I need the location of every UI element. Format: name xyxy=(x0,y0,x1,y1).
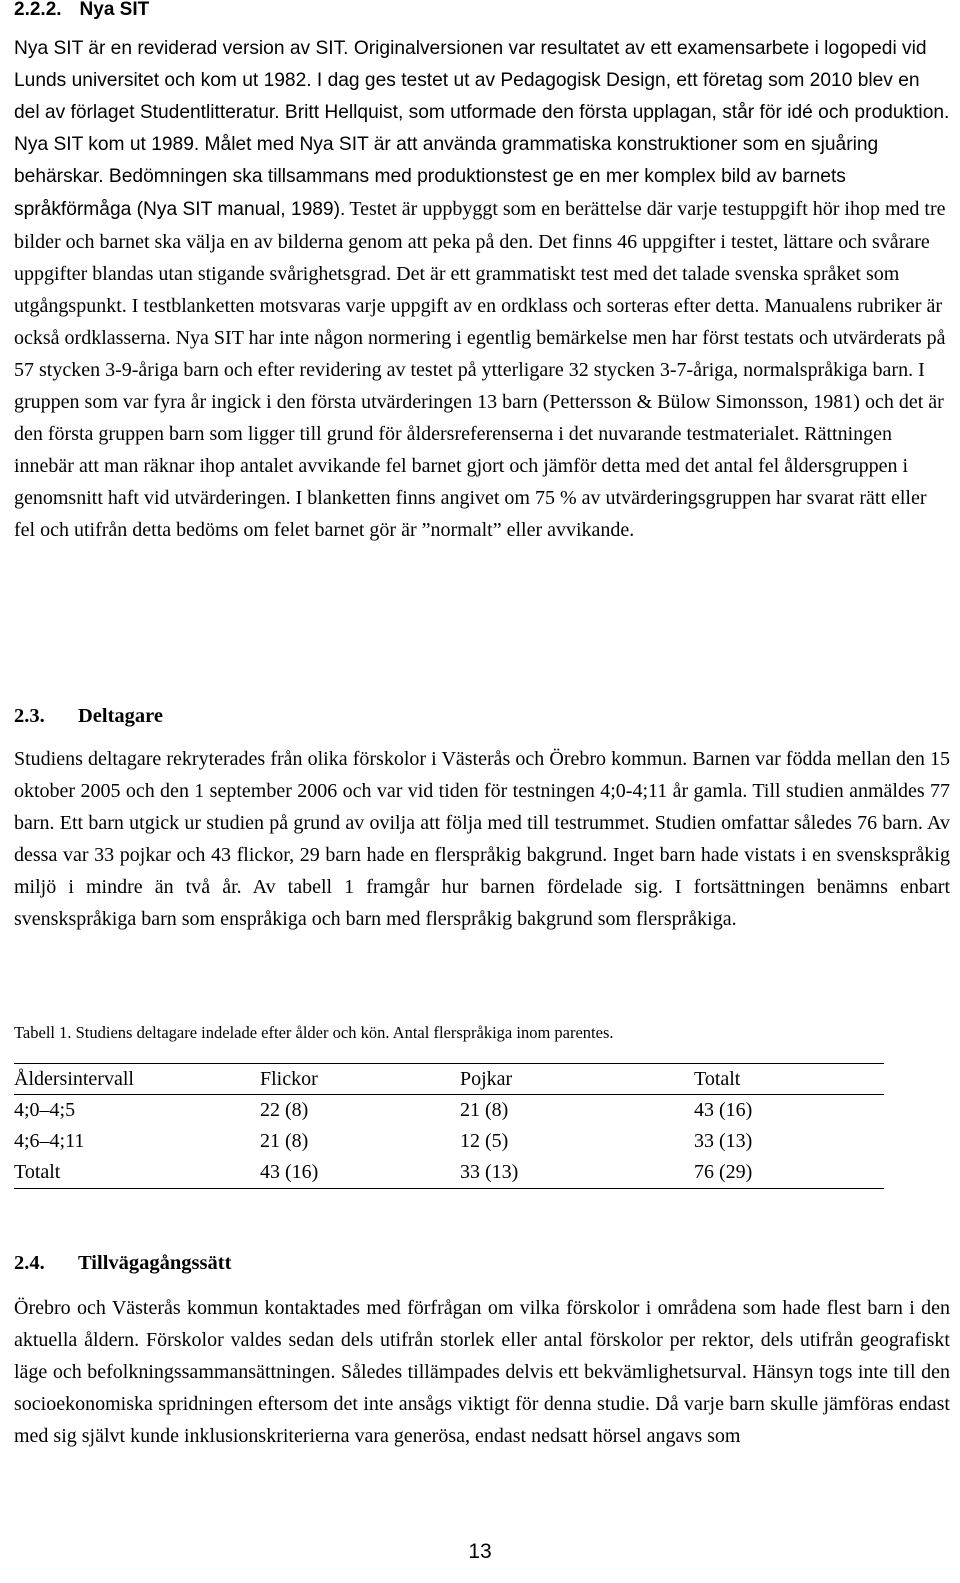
paragraph-nya-sit-description: Testet är uppbyggt som en berättelse där varje testuppgift hör ihop med tre bilder och barnet ska välja en av bilderna genom att peka på den. Det finns 46 uppgifter i testet, lättare och svårare uppgifter blandas utan stigande svårighetsgrad. Det är ett grammatiskt test med det talade svenska språket som utgångspunkt. I testblanketten motsvaras varje uppgift av en ordklass och sorteras efter detta. Manualens rubriker är också ordklasserna. Nya SIT har inte någon normering i egentlig bemärkelse men har först testats och utvärderats på 57 stycken 3-9-åriga barn och efter revidering av testet på ytterligare 32 stycken 3-7-åriga, normalspråkiga barn. I gruppen som var fyra år ingick i den första utvärderingen 13 barn (Pettersson & Bülow Simonsson, 1981) och det är den första gruppen barn som ligger till grund för åldersreferenserna i det nuvarande testmaterialet. Rättningen innebär att man räknar ihop antalet avvikande fel barnet gjort och jämför detta med det antal fel åldersgruppen i genomsnitt haft vid utvärderingen. I blanketten finns angivet om 75 % av utvärderingsgruppen har svarat rätt eller fel och utifrån detta bedöms om felet barnet gör är ”normalt” eller avvikande. xyxy=(14,198,946,541)
header-age-interval: Åldersintervall xyxy=(14,1068,134,1090)
paragraph-tillvagagangssatt: Örebro och Västerås kommun kontaktades med förfrågan om vilka förskolor i områdena som hade flest barn i den aktuella åldern. Förskolor valdes sedan dels utifrån storlek eller antal förskolor per rektor, dels utifrån geografiskt läge och befolkningssammansättningen. Således tillämpades delvis ett bekvämlighetsurval. Hänsyn togs inte till den socioekonomiska spridningen eftersom det inte ansågs viktigt för denna studie. Då varje barn skulle jämföras endast med sig självt kunde inklusionskriterierna vara generösa, endast nedsatt hörsel angavs som xyxy=(14,1297,950,1447)
table-row xyxy=(14,1095,884,1127)
table-row xyxy=(14,1126,884,1157)
table-row xyxy=(14,1157,884,1189)
table-cell: Totalt xyxy=(14,1161,61,1183)
table-cell: 4;6–4;11 xyxy=(14,1130,85,1152)
section-title: Tillvägagångssätt xyxy=(78,1252,232,1274)
header-boys: Pojkar xyxy=(460,1068,513,1090)
table-cell: 22 (8) xyxy=(260,1099,309,1121)
table-cell: 33 (13) xyxy=(694,1130,753,1152)
section-number: 2.3. xyxy=(14,705,45,727)
section-number: 2.2.2. xyxy=(14,0,62,20)
table-cell: 12 (5) xyxy=(460,1130,509,1152)
table-header-row xyxy=(14,1064,884,1095)
table-cell: 43 (16) xyxy=(260,1161,319,1183)
section-number: 2.4. xyxy=(14,1252,45,1274)
table-cell: 76 (29) xyxy=(694,1161,753,1183)
paragraph-nya-sit-intro: Nya SIT är en reviderad version av SIT. Originalversionen var resultatet av ett examensarbete i logopedi vid Lunds universitet och kom ut 1982. I dag ges testet ut av Pedagogisk Design, ett företag som 2010 blev en del av förlaget Studentlitteratur. Britt Hellquist, som utformade den första upplagan, står för idé och produktion. Nya SIT kom ut 1989. Målet med Nya SIT är att använda grammatiska konstruktioner som en sjuåring behärskar. Bedömningen ska tillsammans med produktionstest ge en mer komplex bild av barnets språkförmåga (Nya SIT manual, 1989). xyxy=(14,38,950,220)
table-cell: 43 (16) xyxy=(694,1099,753,1121)
table-caption: Tabell 1. Studiens deltagare indelade efter ålder och kön. Antal flerspråkiga inom parentes. xyxy=(14,1023,614,1042)
table-cell: 21 (8) xyxy=(260,1130,309,1152)
paragraph-deltagare: Studiens deltagare rekryterades från olika förskolor i Västerås och Örebro kommun. Barnen var födda mellan den 15 oktober 2005 och den 1 september 2006 och var vid tiden för testningen 4;0-4;11 år gamla. Till studien anmäldes 77 barn. Ett barn utgick ur studien på grund av ovilja att följa med till testrummet. Studien omfattar således 76 barn. Av dessa var 33 pojkar och 43 flickor, 29 barn hade en flerspråkig bakgrund. Inget barn hade vistats i en svenskspråkig miljö i mindre än två år. Av tabell 1 framgår hur barnen fördelade sig. I fortsättningen benämns enbart svenskspråkiga barn som enspråkiga och barn med flerspråkig bakgrund som flerspråkiga. xyxy=(14,748,950,930)
header-total: Totalt xyxy=(694,1068,741,1090)
table-cell: 33 (13) xyxy=(460,1161,519,1183)
table-cell: 4;0–4;5 xyxy=(14,1099,76,1121)
section-2-2-2-body xyxy=(14,33,950,546)
section-title: Nya SIT xyxy=(79,0,150,20)
participants-table xyxy=(14,1063,884,1189)
page-number: 13 xyxy=(468,1540,492,1563)
section-title: Deltagare xyxy=(78,705,164,727)
table-cell: 21 (8) xyxy=(460,1099,509,1121)
header-girls: Flickor xyxy=(260,1068,318,1090)
section-heading-2-3 xyxy=(14,702,163,730)
section-heading-2-4 xyxy=(14,1249,231,1277)
section-heading-2-2-2 xyxy=(14,0,149,22)
